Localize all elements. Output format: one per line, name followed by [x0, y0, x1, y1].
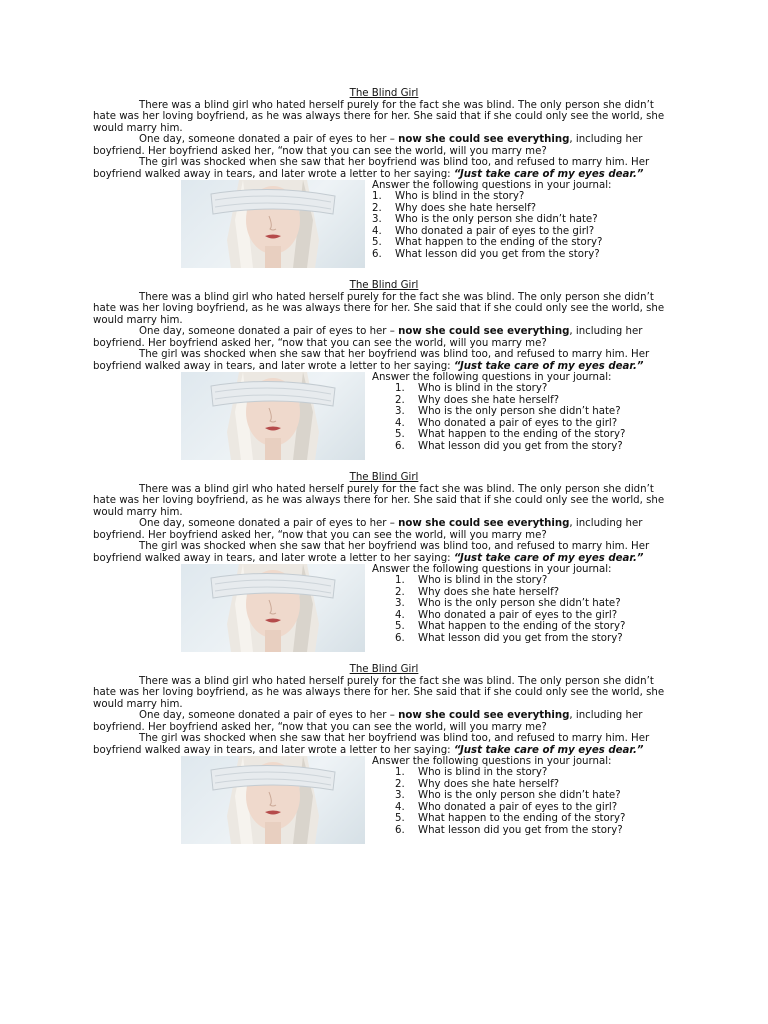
- story-paragraph-2: One day, someone donated a pair of eyes to her – now she could see everything, including her boyfriend. Her boyfriend asked her, “now that you can see the world, will you marry me?: [93, 710, 643, 733]
- story-paragraph-3: The girl was shocked when she saw that her boyfriend was blind too, and refused to marry him. Her boyfriend walked away in tears, and later wrote a letter to her saying: “Just take care of my eyes dear.”: [93, 349, 650, 372]
- story-paragraph-1: There was a blind girl who hated herself purely for the fact she was blind. The only person she didn’t hate was her loving boyfriend, as he was always there for her. She said that if she could only see the world, she would marry him.: [93, 675, 665, 710]
- question-item: 3. Who is the only person she didn’t hate?: [395, 790, 621, 801]
- story-paragraph-3: The girl was shocked when she saw that her boyfriend was blind too, and refused to marry him. Her boyfriend walked away in tears, and later wrote a letter to her saying: “Just take care of my eyes dear.”: [93, 733, 650, 756]
- question-item: 4. Who donated a pair of eyes to the girl?: [395, 417, 618, 429]
- questions-section: [93, 180, 675, 276]
- questions-intro: Answer the following questions in your journal:: [372, 756, 612, 767]
- question-item: 1. Who is blind in the story?: [372, 191, 525, 202]
- question-item: 5. What happen to the ending of the story?: [395, 813, 626, 824]
- story-title: The Blind Girl: [349, 88, 419, 99]
- story-title: The Blind Girl: [349, 280, 419, 291]
- question-item: 5. What happen to the ending of the story?: [372, 237, 603, 248]
- questions-intro: Answer the following questions in your journal:: [372, 372, 612, 383]
- question-item: 3. Who is the only person she didn’t hate?: [395, 598, 621, 609]
- story-title: The Blind Girl: [349, 664, 419, 675]
- question-item: 2. Why does she hate herself?: [395, 586, 560, 598]
- questions-list: [395, 767, 625, 836]
- question-item: 3. Who is the only person she didn’t hate?: [372, 214, 598, 225]
- question-item: 1. Who is blind in the story?: [395, 575, 548, 586]
- question-item: 4. Who donated a pair of eyes to the girl?: [395, 609, 618, 621]
- questions-section: [93, 564, 675, 660]
- question-item: 6. What lesson did you get from the story?: [395, 440, 623, 452]
- story-paragraph-1: There was a blind girl who hated herself purely for the fact she was blind. The only person she didn’t hate was her loving boyfriend, as he was always there for her. She said that if she could only see the world, she would marry him.: [93, 99, 665, 134]
- question-item: 4. Who donated a pair of eyes to the girl?: [395, 801, 618, 813]
- blindfolded-girl-photo: [181, 372, 365, 460]
- questions-intro: Answer the following questions in your journal:: [372, 564, 612, 575]
- questions-section: [93, 756, 675, 852]
- worksheet-copy-2: [93, 280, 675, 468]
- story-paragraph-3: The girl was shocked when she saw that her boyfriend was blind too, and refused to marry him. Her boyfriend walked away in tears, and later wrote a letter to her saying: “Just take care of my eyes dear.”: [93, 541, 650, 564]
- worksheet-copy-1: [93, 88, 675, 276]
- story-paragraph-2: One day, someone donated a pair of eyes to her – now she could see everything, including her boyfriend. Her boyfriend asked her, “now that you can see the world, will you marry me?: [93, 518, 643, 541]
- blindfolded-girl-photo: [181, 180, 365, 268]
- questions-list: [395, 575, 625, 644]
- question-item: 2. Why does she hate herself?: [372, 202, 537, 214]
- question-item: 2. Why does she hate herself?: [395, 394, 560, 406]
- story-paragraph-1: There was a blind girl who hated herself purely for the fact she was blind. The only person she didn’t hate was her loving boyfriend, as he was always there for her. She said that if she could only see the world, she would marry him.: [93, 291, 665, 326]
- question-item: 1. Who is blind in the story?: [395, 383, 548, 394]
- story-title: The Blind Girl: [349, 472, 419, 483]
- question-item: 3. Who is the only person she didn’t hate?: [395, 406, 621, 417]
- questions-list: [372, 191, 602, 260]
- questions-list: [395, 383, 625, 452]
- story-paragraph-2: One day, someone donated a pair of eyes to her – now she could see everything, including her boyfriend. Her boyfriend asked her, “now that you can see the world, will you marry me?: [93, 326, 643, 349]
- question-item: 6. What lesson did you get from the story?: [372, 248, 600, 260]
- worksheet-copy-4: [93, 664, 675, 852]
- question-item: 2. Why does she hate herself?: [395, 778, 560, 790]
- story-paragraph-2: One day, someone donated a pair of eyes to her – now she could see everything, including her boyfriend. Her boyfriend asked her, “now that you can see the world, will you marry me?: [93, 134, 643, 157]
- question-item: 4. Who donated a pair of eyes to the girl?: [372, 225, 595, 237]
- story-paragraph-3: The girl was shocked when she saw that her boyfriend was blind too, and refused to marry him. Her boyfriend walked away in tears, and later wrote a letter to her saying: “Just take care of my eyes dear.”: [93, 157, 650, 180]
- question-item: 5. What happen to the ending of the story?: [395, 621, 626, 632]
- story-paragraph-1: There was a blind girl who hated herself purely for the fact she was blind. The only person she didn’t hate was her loving boyfriend, as he was always there for her. She said that if she could only see the world, she would marry him.: [93, 483, 665, 518]
- question-item: 5. What happen to the ending of the story?: [395, 429, 626, 440]
- blindfolded-girl-photo: [181, 564, 365, 652]
- questions-section: [93, 372, 675, 468]
- worksheet-copy-3: [93, 472, 675, 660]
- question-item: 1. Who is blind in the story?: [395, 767, 548, 778]
- blindfolded-girl-photo: [181, 756, 365, 844]
- questions-intro: Answer the following questions in your journal:: [372, 180, 612, 191]
- question-item: 6. What lesson did you get from the story?: [395, 824, 623, 836]
- question-item: 6. What lesson did you get from the story?: [395, 632, 623, 644]
